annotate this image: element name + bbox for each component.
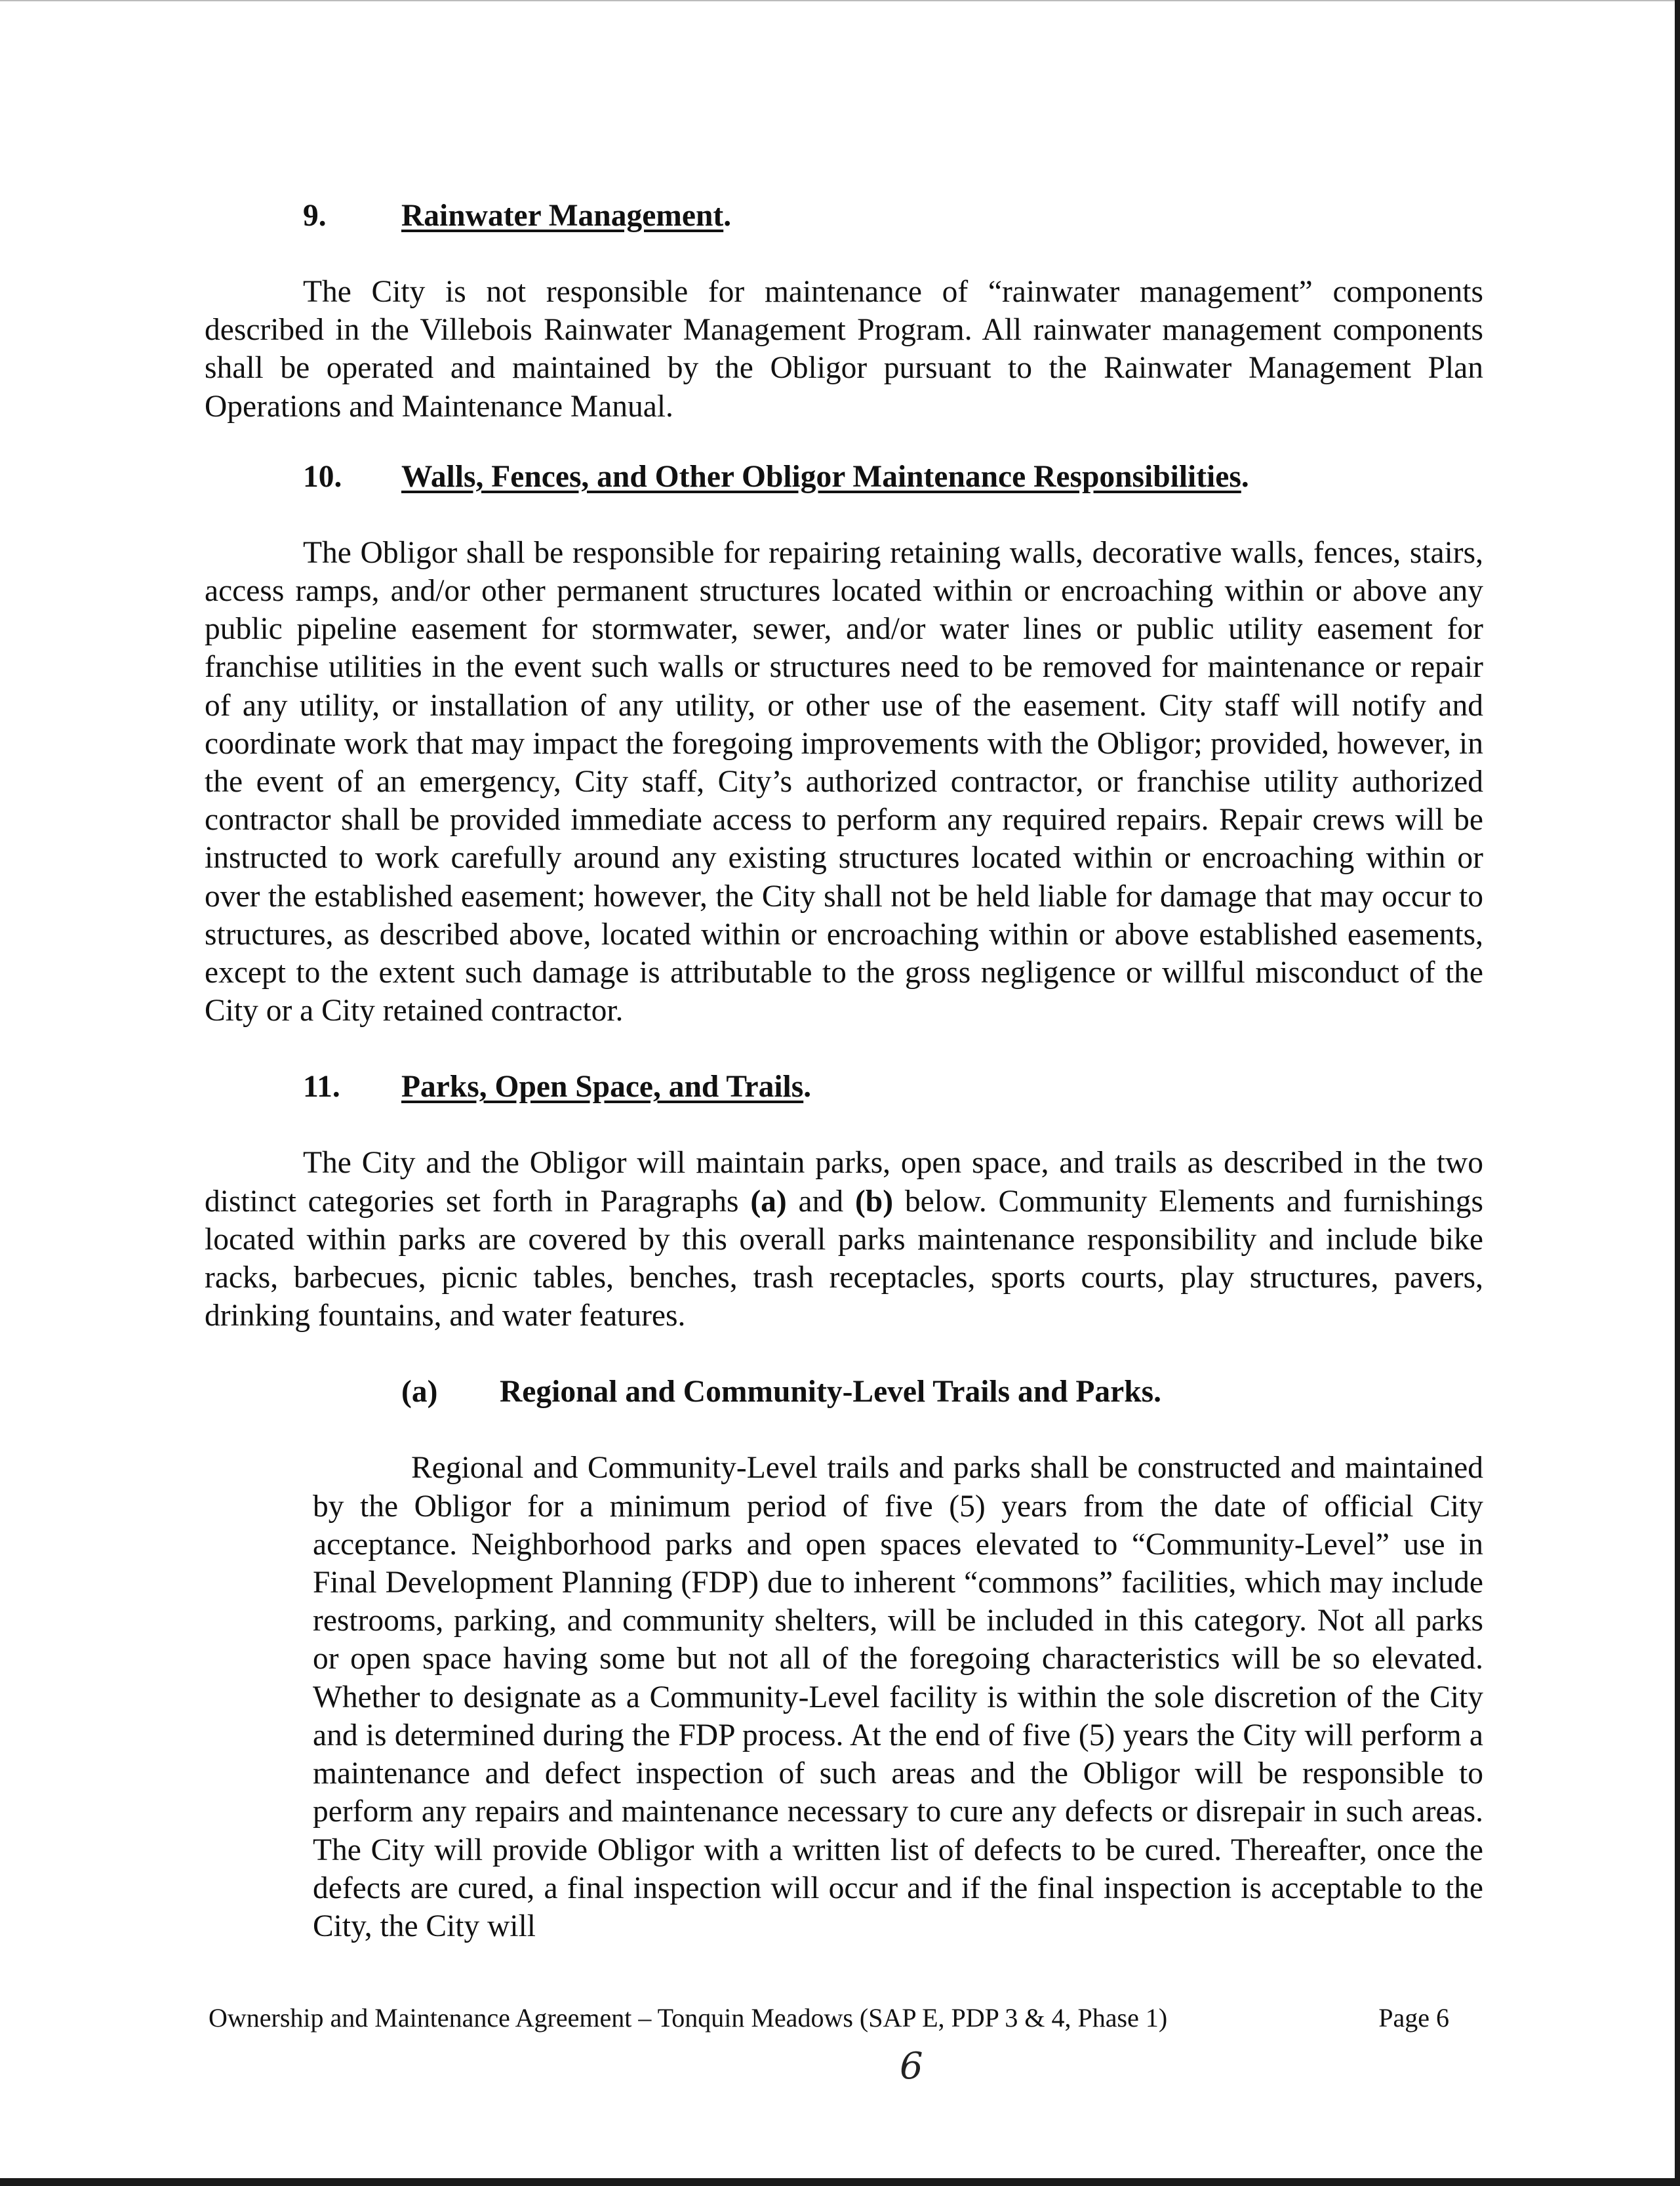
section-title: Parks, Open Space, and Trails — [401, 1070, 804, 1104]
scan-edge-bottom — [0, 2178, 1680, 2186]
subsection-a-heading — [401, 1373, 1483, 1411]
section-number: 10. — [303, 459, 342, 494]
body-text: and — [786, 1184, 855, 1219]
section-number: 9. — [303, 199, 327, 233]
section-title: Rainwater Management — [401, 199, 724, 233]
body-text: below. Community Elements and furnishings located within parks are covered by this overall parks maintenance responsibility and include bike racks, barbecues, picnic tables, benches, trash receptacles, sports courts, play structures, pavers, drinking fountains, and water features. — [205, 1184, 1484, 1333]
paragraph-ref-a: (a) — [750, 1184, 787, 1219]
handwritten-page-number: 6 — [900, 2045, 923, 2088]
section-11-heading: 11. Parks, Open Space, and Trails. — [205, 1068, 1483, 1106]
section-number: 11. — [303, 1070, 340, 1104]
document-body — [205, 197, 1483, 1945]
footer-document-title: Ownership and Maintenance Agreement – Tonquin Meadows (SAP E, PDP 3 & 4, Phase 1) — [209, 2003, 1168, 2033]
subsection-a-body: Regional and Community-Level trails and parks shall be constructed and maintained by the Obligor for a minimum period of five (5) years from the date of official City acceptance. Neighborhood parks and open spaces elevated to “Community-Level” use in Final Development Planning (FDP) due to inherent “commons” facilities, which may include restrooms, parking, and community shelters, will be included in this category. Not all parks or open space having some but not all of the foregoing characteristics will be so elevated. Whether to designate as a Community-Level facility is within the sole discretion of the City and is determined during the FDP process. At the end of five (5) years the City will perform a maintenance and defect inspection of such areas and the Obligor will be responsible to perform any repairs and maintenance necessary to cure any defects or disrepair in such areas. The City will provide Obligor with a written list of defects to be cured. Thereafter, once the defects are cured, a final inspection will occur and if the final inspection is acceptable to the City, the City will — [313, 1451, 1483, 1943]
section-11-body — [205, 1144, 1483, 1335]
subsection-label: (a) — [401, 1375, 438, 1409]
section-9-heading: 9. Rainwater Management. — [205, 197, 1483, 235]
subsection-title: Regional and Community-Level Trails and Parks. — [500, 1375, 1162, 1409]
page-footer — [205, 2002, 1483, 2034]
paragraph-ref-b: (b) — [854, 1184, 894, 1219]
section-10-heading: 10. Walls, Fences, and Other Obligor Maintenance Responsibilities. — [205, 458, 1483, 496]
scan-edge-right — [1675, 0, 1680, 2186]
section-title: Walls, Fences, and Other Obligor Maintenance Responsibilities — [401, 459, 1241, 494]
footer-page-number: Page 6 — [1378, 2003, 1449, 2033]
section-10-body: The Obligor shall be responsible for repairing retaining walls, decorative walls, fences, stairs, access ramps, and/or other permanent structures located within or encroaching within or above any public pipeline easement for stormwater, sewer, and/or water lines or public utility easement for franchise utilities in the event such walls or structures need to be removed for maintenance or repair of any utility, or installation of any utility, or other use of the easement. City staff will notify and coordinate work that may impact the foregoing improvements with the Obligor; provided, however, in the event of an emergency, City staff, City’s authorized contractor, or franchise utility authorized contractor shall be provided immediate access to perform any required repairs. Repair crews will be instructed to work carefully around any existing structures located within or encroaching within or over the established easement; however, the City shall not be held liable for damage that may occur to structures, as described above, located within or encroaching within or above established easements, except to the extent such damage is attributable to the gross negligence or willful misconduct of the City or a City retained contractor. — [205, 535, 1483, 1028]
section-9-body: The City is not responsible for maintenance of “rainwater management” components described in the Villebois Rainwater Management Program. All rainwater management components shall be operated and maintained by the Obligor pursuant to the Rainwater Management Plan Operations and Maintenance Manual. — [205, 275, 1483, 424]
scan-edge-top — [0, 0, 1680, 1]
body-text: The City and the Obligor will maintain parks, open space, and trails as described in the two distinct categories set forth in Paragraphs — [205, 1146, 1483, 1219]
